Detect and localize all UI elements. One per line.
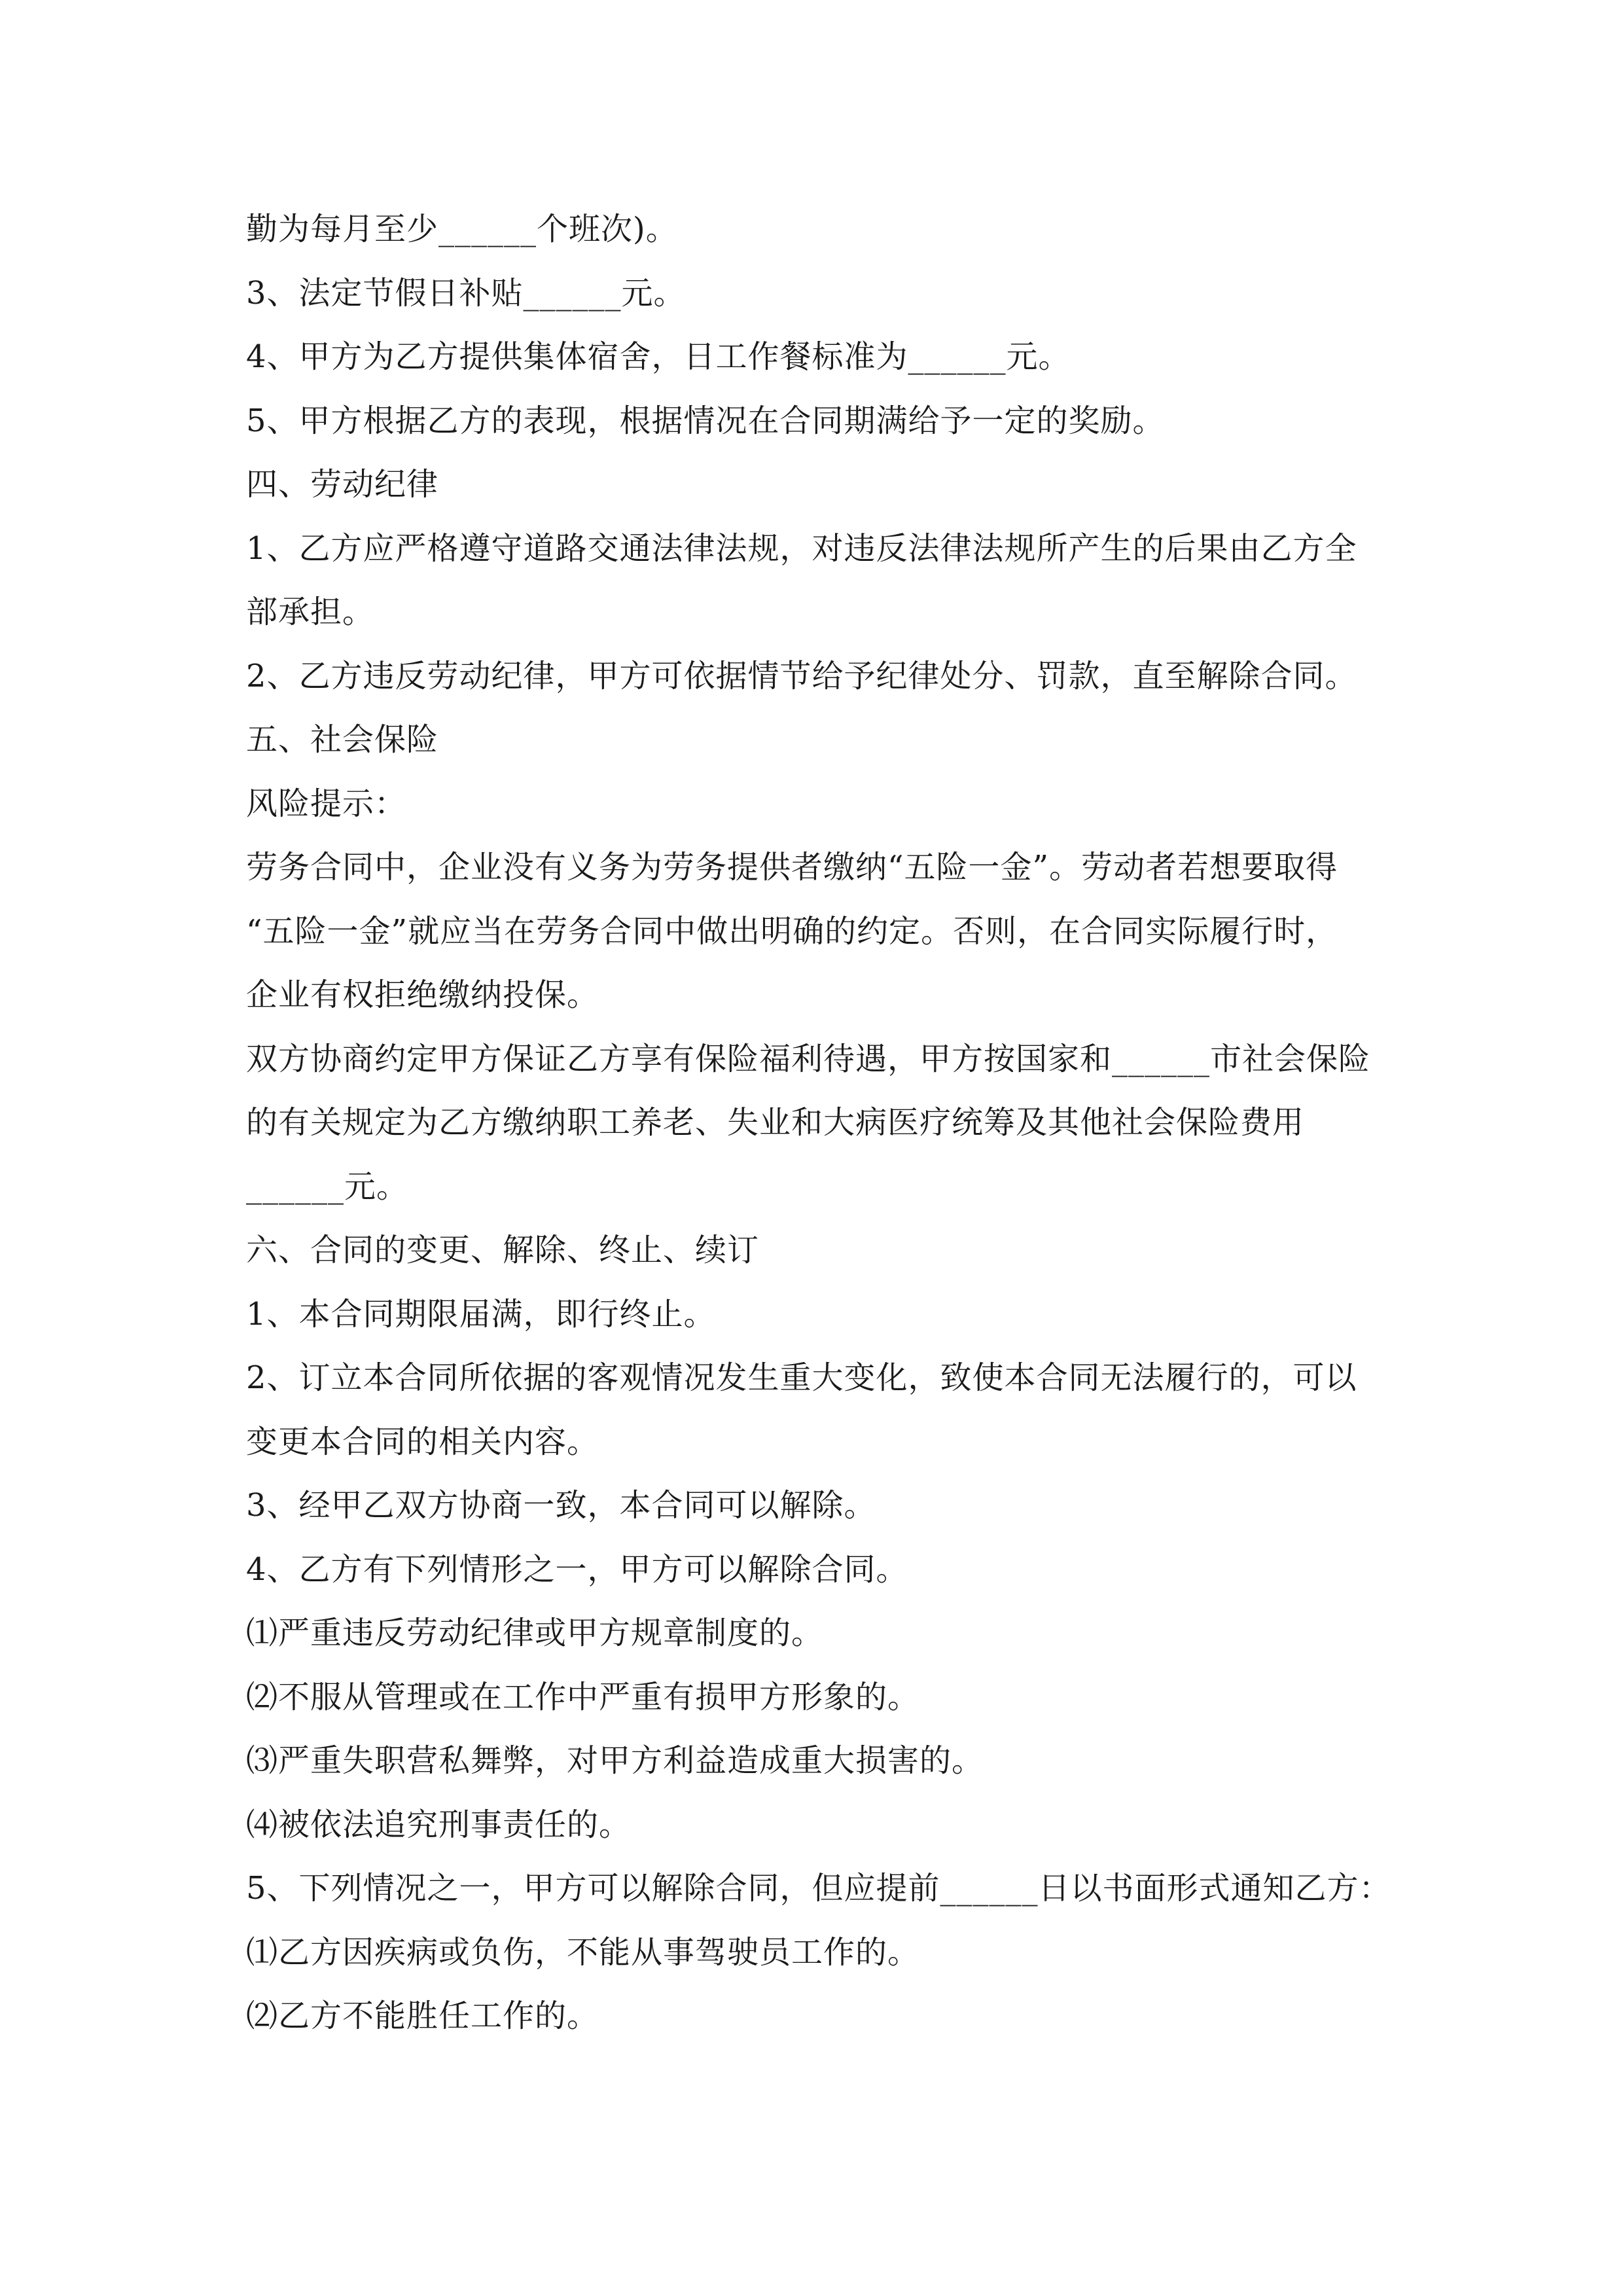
list-item: ⑵乙方不能胜任工作的。 <box>246 1998 599 2034</box>
text-line: 5、下列情况之一，甲方可以解除合同，但应提前______日以书面形式通知乙方： <box>246 1870 1391 1907</box>
section-heading: 五、社会保险 <box>246 721 439 758</box>
list-item: ⑴乙方因疾病或负伤，不能从事驾驶员工作的。 <box>246 1933 920 1971</box>
section-heading: 六、合同的变更、解除、终止、续订 <box>246 1232 760 1268</box>
text-line: ______元。 <box>246 1168 409 1205</box>
text-line: 1、本合同期限届满，即行终止。 <box>246 1295 716 1333</box>
section-heading: 四、劳动纪律 <box>246 466 439 503</box>
list-item: ⑶严重失职营私舞弊，对甲方利益造成重大损害的。 <box>246 1742 984 1779</box>
text-line: 2、订立本合同所依据的客观情况发生重大变化，致使本合同无法履行的，可以 <box>246 1359 1357 1396</box>
text-line: 2、乙方违反劳动纪律，甲方可依据情节给予纪律处分、罚款，直至解除合同。 <box>246 657 1357 694</box>
list-item: ⑵不服从管理或在工作中严重有损甲方形象的。 <box>246 1678 920 1715</box>
text-line: 4、乙方有下列情形之一，甲方可以解除合同。 <box>246 1551 908 1588</box>
risk-note-heading: 风险提示： <box>246 785 407 822</box>
text-line: 双方协商约定甲方保证乙方享有保险福利待遇，甲方按国家和______市社会保险 <box>246 1040 1371 1077</box>
text-line: “五险一金”就应当在劳务合同中做出明确的约定。否则，在合同实际履行时， <box>246 912 1338 950</box>
text-line: 勤为每月至少______个班次)。 <box>246 211 678 247</box>
text-line: 变更本合同的相关内容。 <box>246 1423 599 1460</box>
list-item: ⑴严重违反劳动纪律或甲方规章制度的。 <box>246 1615 824 1651</box>
text-line: 企业有权拒绝缴纳投保。 <box>246 977 599 1013</box>
text-line: 4、甲方为乙方提供集体宿舍，日工作餐标准为______元。 <box>246 338 1071 375</box>
text-line: 劳务合同中，企业没有义务为劳务提供者缴纳“五险一金”。劳动者若想要取得 <box>246 849 1338 886</box>
text-line: 1、乙方应严格遵守道路交通法律法规，对违反法律法规所产生的后果由乙方全 <box>246 529 1357 567</box>
text-line: 的有关规定为乙方缴纳职工养老、失业和大病医疗统筹及其他社会保险费用 <box>246 1104 1305 1141</box>
list-item: ⑷被依法追究刑事责任的。 <box>246 1806 632 1843</box>
text-line: 5、甲方根据乙方的表现，根据情况在合同期满给予一定的奖励。 <box>246 402 1165 439</box>
text-line: 3、法定节假日补贴______元。 <box>246 274 686 312</box>
text-line: 部承担。 <box>246 594 375 630</box>
document-body <box>246 198 1411 2049</box>
text-line: 3、经甲乙双方协商一致，本合同可以解除。 <box>246 1487 876 1524</box>
